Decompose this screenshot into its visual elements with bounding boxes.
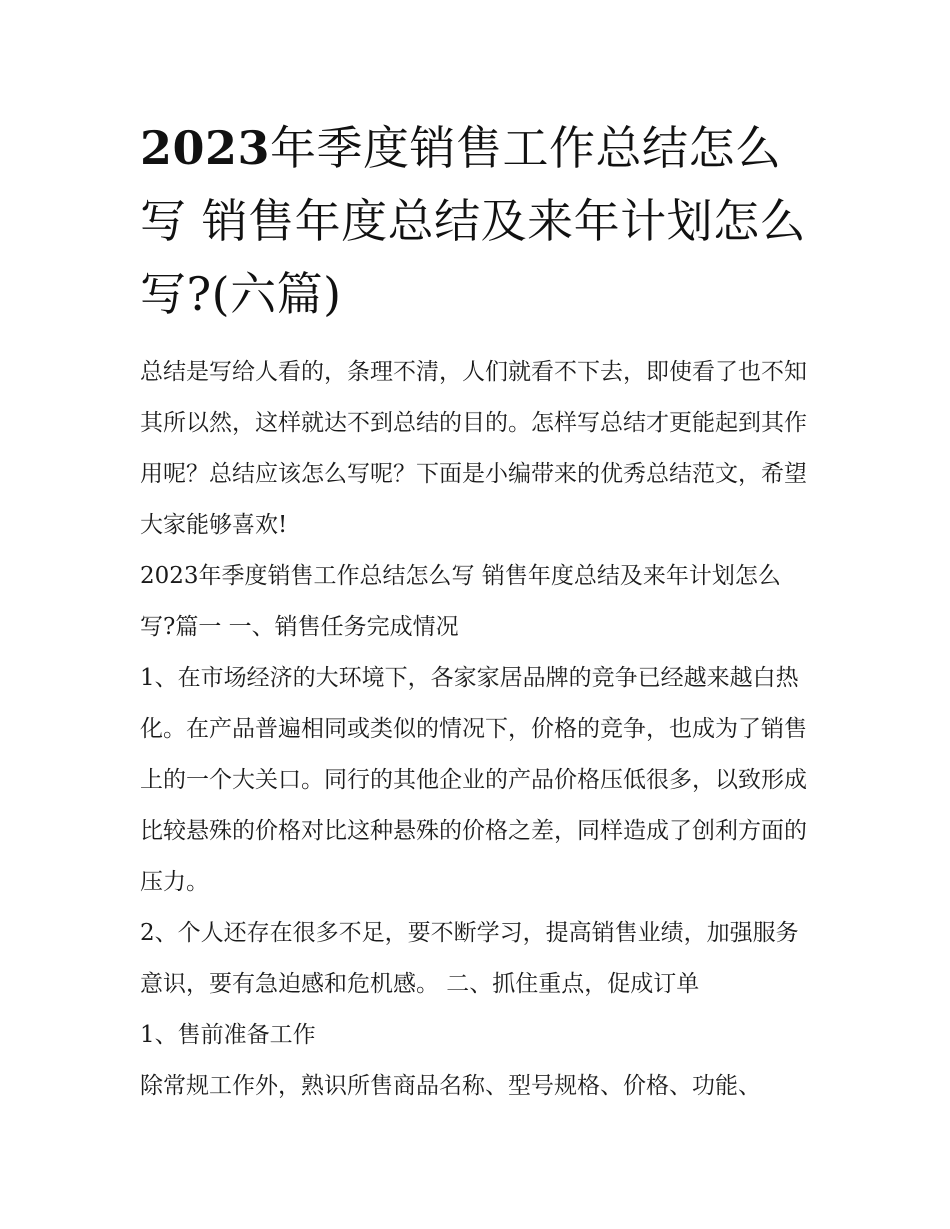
title-year: 2023 (140, 121, 271, 175)
document-body (140, 347, 810, 1112)
paragraph-preparation: 除常规工作外，熟识所售商品名称、型号规格、价格、功能、 (140, 1073, 761, 1099)
paragraph-point-2: 2、个人还存在很多不足，要不断学习，提高销售业绩，加强服务意识，要有急迫感和危机感。 二、抓住重点，促成订单 (140, 920, 799, 997)
paragraph-subheading: 1、售前准备工作 (140, 1022, 316, 1048)
paragraph-section-heading: 2023年季度销售工作总结怎么写 销售年度总结及来年计划怎么写?篇一 一、销售任务完成情况 (140, 563, 781, 640)
paragraph-point-1: 1、在市场经济的大环境下，各家家居品牌的竞争已经越来越白热化。在产品普遍相同或类似的情况下，价格的竞争，也成为了销售上的一个大关口。同行的其他企业的产品价格压低很多，以致形成比较悬殊的价格对比这种悬殊的价格之差，同样造成了创利方面的压力。 (140, 665, 807, 895)
document-title: 2023年季度销售工作总结怎么写 销售年度总结及来年计划怎么写?(六篇) (140, 121, 807, 321)
paragraph-intro: 总结是写给人看的，条理不清，人们就看不下去，即使看了也不知其所以然，这样就达不到总结的目的。怎样写总结才更能起到其作用呢？总结应该怎么写呢？下面是小编带来的优秀总结范文，希望大家能够喜欢! (140, 359, 807, 538)
